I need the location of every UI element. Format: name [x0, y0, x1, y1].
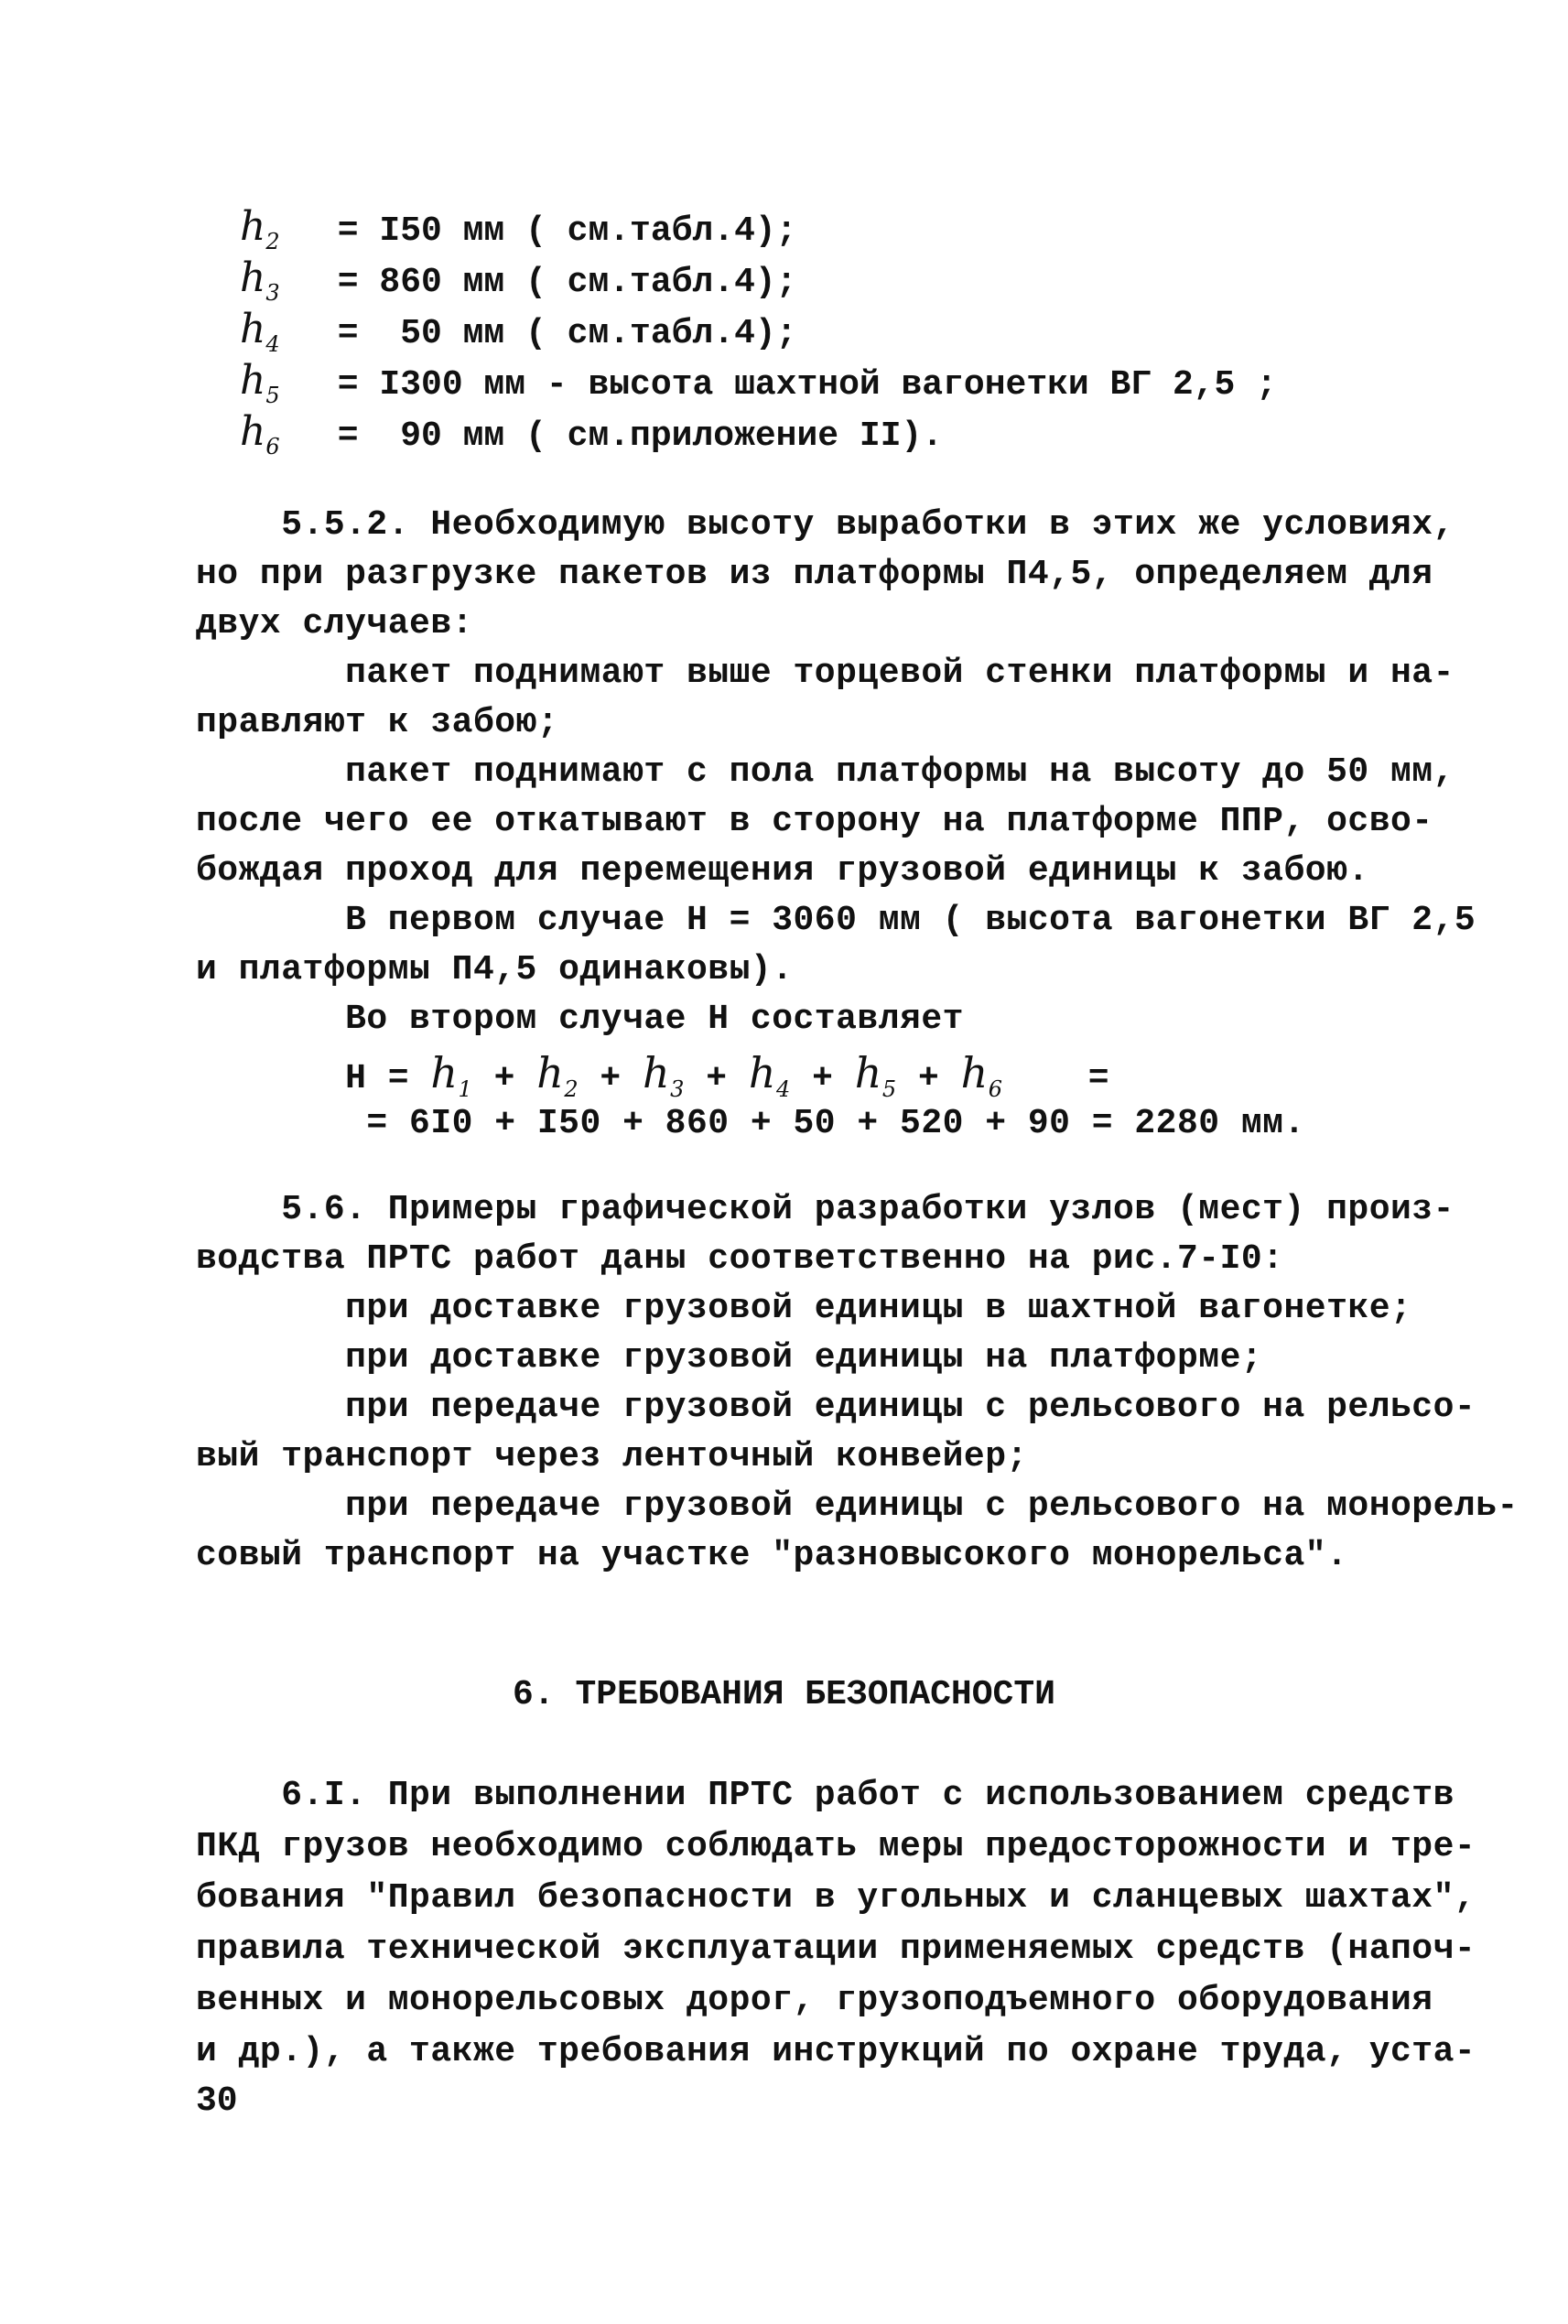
paragraph-line: пакет поднимают с пола платформы на высоту до 50 мм, [196, 752, 1454, 792]
variable-symbol: $h_4$ [240, 306, 280, 357]
paragraph-line: правляют к забою; [196, 703, 559, 742]
paragraph-line: В первом случае Н = 3060 мм ( высота вагонетки ВГ 2,5 [196, 901, 1476, 940]
paragraph-line: при доставке грузовой единицы в шахтной вагонетке; [196, 1289, 1412, 1328]
formula-term: $h_5$ [854, 1048, 897, 1103]
paragraph-line: вый транспорт через ленточный конвейер; [196, 1437, 1028, 1476]
variable-symbol: $h_3$ [240, 254, 280, 306]
variable-line-h2: $h_2 = I50$ мм ( см.табл.4); [240, 203, 797, 265]
paragraph-line: пакет поднимают выше торцевой стенки платформы и на- [196, 654, 1454, 693]
paragraph-line: правила технической эксплуатации применяемых средств (напоч- [196, 1929, 1476, 1969]
variable-line-h5: $h_5 = I300$ мм - высота шахтной вагонетки ВГ 2,5 ; [240, 357, 1277, 419]
paragraph-line: но при разгрузке пакетов из платформы П4,5, определяем для [196, 555, 1433, 594]
variable-symbol: $h_5$ [240, 357, 280, 408]
paragraph-line: при доставке грузовой единицы на платформе; [196, 1338, 1263, 1378]
variable-symbol: $h_2$ [240, 203, 280, 254]
paragraph-line: бождая проход для перемещения грузовой единицы к забою. [196, 851, 1369, 891]
formula-term: $h_2$ [536, 1048, 579, 1103]
variable-line-h3: $h_3 = 860$ мм ( см.табл.4); [240, 254, 797, 317]
page-number: 30 [196, 2081, 238, 2121]
paragraph-line: водства ПРТС работ даны соответственно на рис.7-I0: [196, 1239, 1284, 1279]
section-heading: 6. ТРЕБОВАНИЯ БЕЗОПАСНОСТИ [513, 1675, 1055, 1714]
formula-term: $h_6$ [960, 1048, 1003, 1103]
variable-line-h6: $h_6 = 90$ мм ( см.приложение II). [240, 408, 943, 470]
paragraph-line: Во втором случае Н составляет [196, 1000, 964, 1039]
paragraph-line: и др.), а также требования инструкций по охране труда, уста- [196, 2032, 1476, 2071]
paragraph-line: ПКД грузов необходимо соблюдать меры предосторожности и тре- [196, 1827, 1476, 1866]
paragraph-line: после чего ее откатывают в сторону на платформе ППР, осво- [196, 802, 1433, 841]
paragraph-line: 5.6. Примеры графической разработки узлов (мест) произ- [196, 1190, 1454, 1229]
formula-term: $h_4$ [748, 1048, 791, 1103]
formula-line: $Н = h_1 + h_2 + h_3 + h_4 + h_5 + h_6$ = [196, 1048, 1110, 1103]
paragraph-line: совый транспорт на участке "разновысокого монорельса". [196, 1536, 1348, 1575]
paragraph-line: и платформы П4,5 одинаковы). [196, 950, 794, 989]
paragraph-line: венных и монорельсовых дорог, грузоподъемного оборудования [196, 1981, 1433, 2020]
paragraph-line: при передаче грузовой единицы с рельсового на рельсо- [196, 1388, 1476, 1427]
paragraph-line: бования "Правил безопасности в угольных и сланцевых шахтах", [196, 1878, 1476, 1918]
paragraph-line: 6.I. При выполнении ПРТС работ с использованием средств [196, 1776, 1454, 1815]
formula-result-line: = 6I0 + I50 + 860 + 50 + 520 + 90 = 2280 мм. [196, 1104, 1305, 1143]
formula-term: $h_3$ [643, 1048, 685, 1103]
paragraph-line: 5.5.2. Необходимую высоту выработки в этих же условиях, [196, 505, 1454, 545]
formula-term: $h_1$ [430, 1048, 473, 1103]
paragraph-line: при передаче грузовой единицы с рельсового на монорель- [196, 1486, 1519, 1526]
paragraph-line: двух случаев: [196, 604, 473, 643]
variable-symbol: $h_6$ [240, 408, 280, 459]
variable-line-h4: $h_4 = 50$ мм ( см.табл.4); [240, 306, 797, 368]
